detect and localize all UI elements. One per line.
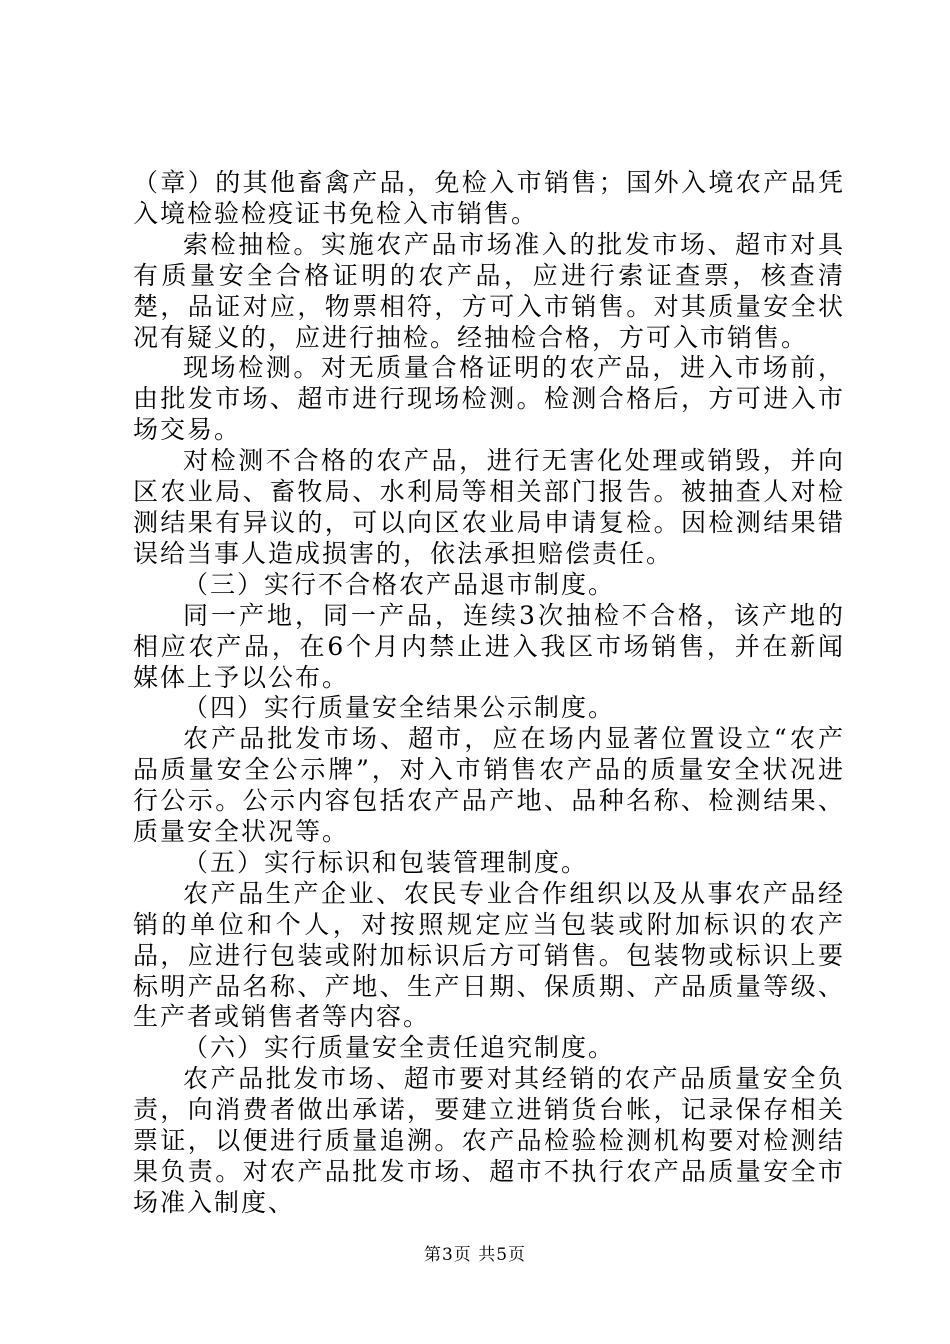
page-number-footer: 第3页 共5页 (423, 1245, 527, 1265)
document-body (133, 168, 845, 1219)
paragraph: 同一产地，同一产品，连续3次抽检不合格，该产地的相应农产品，在6个月内禁止进入我区市场销售，并在新闻媒体上予以公布。 (133, 600, 845, 692)
section-heading: （三）实行不合格农产品退市制度。 (183, 569, 616, 599)
paragraph: 索检抽检。实施农产品市场准入的批发市场、超市对具有质量安全合格证明的农产品，应进行索证查票，核查清楚，品证对应，物票相符，方可入市销售。对其质量安全状况有疑义的，应进行抽检。经抽检合格，方可入市销售。 (133, 229, 845, 352)
paragraph: 农产品批发市场、超市要对其经销的农产品质量安全负责，向消费者做出承诺，要建立进销货台帐，记录保存相关票证，以便进行质量追溯。农产品检验检测机构要对检测结果负责。对农产品批发市场、超市不执行农产品质量安全市场准入制度、 (133, 1064, 845, 1217)
paragraph: 对检测不合格的农产品，进行无害化处理或销毁，并向区农业局、畜牧局、水利局等相关部门报告。被抽查人对检测结果有异议的，可以向区农业局申请复检。因检测结果错误给当事人造成损害的，依法承担赔偿责任。 (133, 446, 845, 568)
section-heading: （六）实行质量安全责任追究制度。 (183, 1033, 616, 1063)
paragraph: 现场检测。对无质量合格证明的农产品，进入市场前，由批发市场、超市进行现场检测。检测合格后，方可进入市场交易。 (133, 353, 845, 445)
paragraph: 农产品批发市场、超市，应在场内显著位置设立“农产品质量安全公示牌”，对入市销售农产品的质量安全状况进行公示。公示内容包括农产品产地、品种名称、检测结果、质量安全状况等。 (133, 724, 845, 847)
paragraph: （章）的其他畜禽产品，免检入市销售；国外入境农产品凭入境检验检疫证书免检入市销售。 (133, 168, 845, 228)
section-heading: （五）实行标识和包装管理制度。 (183, 847, 589, 877)
section-heading: （四）实行质量安全结果公示制度。 (183, 693, 616, 723)
paragraph: 农产品生产企业、农民专业合作组织以及从事农产品经销的单位和个人，对按照规定应当包装或附加标识的农产品，应进行包装或附加标识后方可销售。包装物或标识上要标明产品名称、产地、生产日期、保质期、产品质量等级、生产者或销售者等内容。 (133, 878, 845, 1032)
